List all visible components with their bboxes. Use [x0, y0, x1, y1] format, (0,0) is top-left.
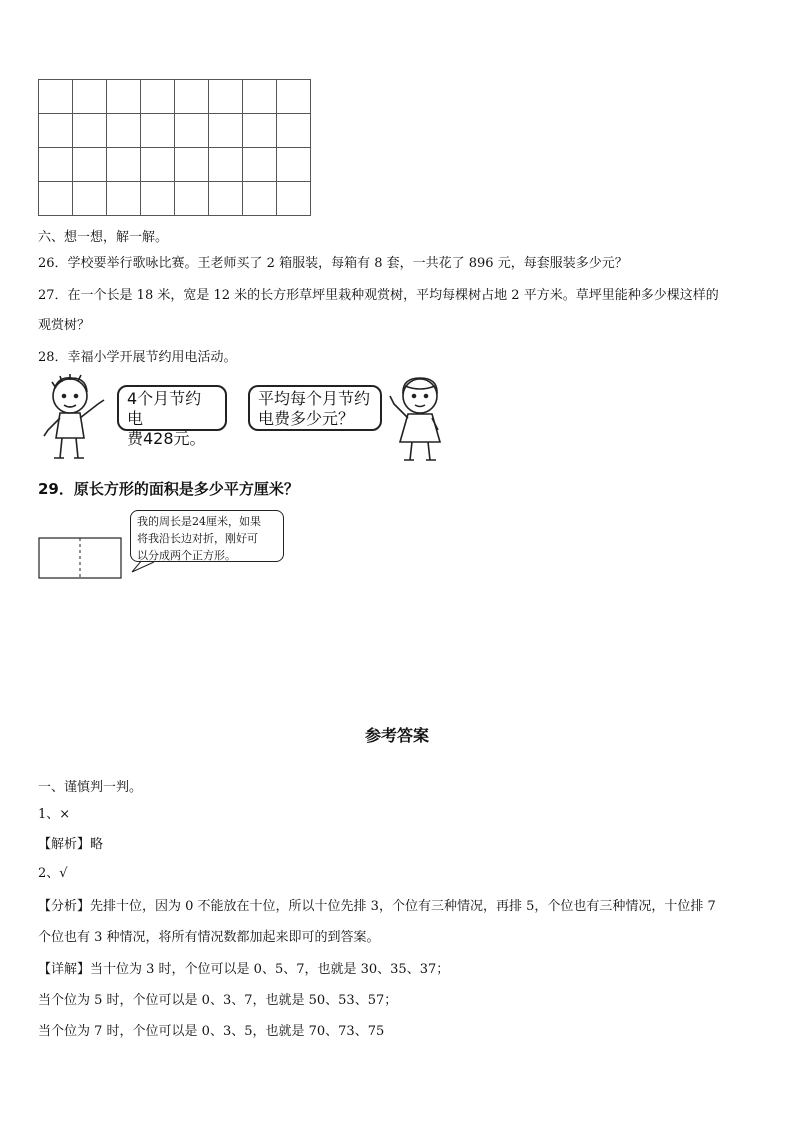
- answer-2-detail-line3: 当个位为 7 时，个位可以是 0、3、5，也就是 70、73、75: [38, 1024, 385, 1039]
- girl-speech-bubble: [248, 385, 382, 431]
- grid-cell: [175, 114, 209, 148]
- grid-cell: [277, 182, 311, 216]
- rectangle-diagram: [38, 537, 124, 581]
- grid-cell: [243, 148, 277, 182]
- grid-cell: [39, 182, 73, 216]
- grid-cell: [209, 182, 243, 216]
- answer-1: 1、×: [38, 807, 71, 822]
- grid-cell: [141, 114, 175, 148]
- question-27-line1: 27．在一个长是 18 米，宽是 12 米的长方形草坪里栽种观赏树，平均每棵树占地 2 平方米。草坪里能种多少棵这样的: [38, 288, 719, 303]
- answer-2: 2、√: [38, 866, 68, 881]
- square-grid: [38, 79, 311, 216]
- girl-illustration: [380, 372, 452, 464]
- grid-cell: [141, 80, 175, 114]
- grid-cell: [73, 182, 107, 216]
- boy-speech-bubble: [117, 385, 227, 448]
- grid-cell: [209, 80, 243, 114]
- grid-row: [39, 80, 311, 114]
- grid-row: [39, 114, 311, 148]
- grid-row: [39, 148, 311, 182]
- rect-bubble-line3: 以分成两个正方形。: [137, 549, 236, 562]
- answer-2-detail-line2: 当个位为 5 时，个位可以是 0、3、7，也就是 50、53、57；: [38, 993, 398, 1008]
- boy-bubble-line2: 费428元。: [127, 429, 206, 448]
- rect-bubble-line2: 将我沿长边对折，刚好可: [137, 532, 258, 545]
- grid-cell: [107, 80, 141, 114]
- rectangle-speech-bubble: [130, 510, 284, 562]
- grid-cell: [175, 182, 209, 216]
- grid-cell: [209, 148, 243, 182]
- section6-header: 六、想一想，解一解。: [38, 230, 169, 245]
- question-27-line2: 观赏树？: [38, 318, 91, 333]
- question-28: 28．幸福小学开展节约用电活动。: [38, 350, 237, 365]
- grid-cell: [141, 148, 175, 182]
- grid-cell: [107, 148, 141, 182]
- grid-row: [39, 182, 311, 216]
- answer-2-analysis-line1: 【分析】先排十位，因为 0 不能放在十位，所以十位先排 3，个位有三种情况，再排 5，个位也有三种情况，十位排 7: [38, 899, 716, 914]
- grid-cell: [39, 114, 73, 148]
- answer-2-analysis-line2: 个位也有 3 种情况，将所有情况数都加起来即可的到答案。: [38, 930, 380, 945]
- grid-cell: [107, 182, 141, 216]
- grid-cell: [141, 182, 175, 216]
- boy-bubble-line1: 4个月节约电: [127, 389, 202, 428]
- answers-title: 参考答案: [364, 726, 429, 745]
- question-26: 26．学校要举行歌咏比赛。王老师买了 2 箱服装，每箱有 8 套，一共花了 896 元，每套服装多少元？: [38, 256, 628, 271]
- grid-cell: [107, 114, 141, 148]
- grid-cell: [73, 148, 107, 182]
- grid-cell: [39, 148, 73, 182]
- grid-cell: [73, 80, 107, 114]
- grid-cell: [73, 114, 107, 148]
- grid-cell: [243, 114, 277, 148]
- grid-cell: [277, 114, 311, 148]
- grid-cell: [277, 80, 311, 114]
- grid-cell: [175, 148, 209, 182]
- answer-1-analysis: 【解析】略: [38, 837, 104, 852]
- grid-cell: [39, 80, 73, 114]
- rect-bubble-line1: 我的周长是24厘米，如果: [137, 515, 261, 528]
- answers-section1-header: 一、谨慎判一判。: [38, 780, 143, 795]
- grid-cell: [243, 182, 277, 216]
- grid-cell: [277, 148, 311, 182]
- grid-cell: [175, 80, 209, 114]
- question-29: 29．原长方形的面积是多少平方厘米？: [38, 480, 299, 498]
- girl-bubble-line1: 平均每个月节约: [258, 389, 371, 408]
- grid-cell: [209, 114, 243, 148]
- girl-bubble-line2: 电费多少元？: [258, 409, 355, 428]
- grid-cell: [243, 80, 277, 114]
- answer-2-detail-line1: 【详解】当十位为 3 时，个位可以是 0、5、7，也就是 30、35、37；: [38, 962, 450, 977]
